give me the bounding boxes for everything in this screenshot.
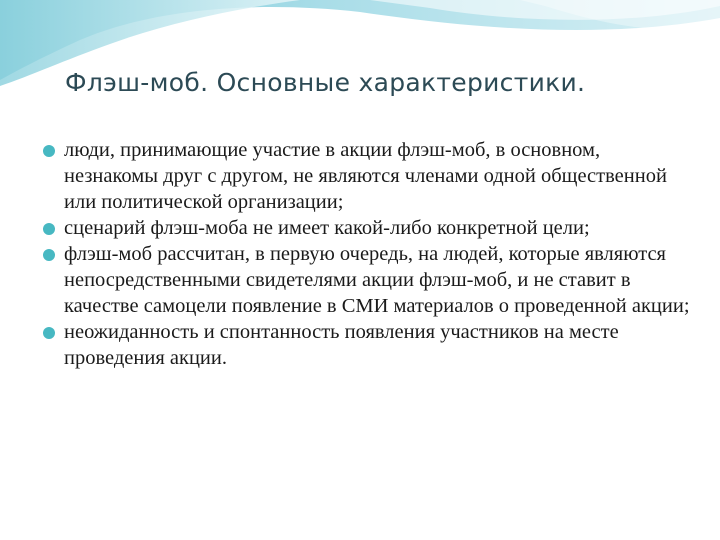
bullet-item	[42, 319, 692, 371]
bullet-dot-icon	[43, 249, 55, 261]
bullet-item	[42, 215, 692, 241]
bullet-text: сценарий флэш-моба не имеет какой-либо конкретной цели;	[64, 217, 590, 239]
bullet-text: флэш-моб рассчитан, в первую очередь, на людей, которые являются непосредственными свидетелями акции флэш-моб, и не ставит в качестве самоцели появление в СМИ материалов о проведенной акции;	[64, 243, 690, 317]
bullet-dot-icon	[43, 327, 55, 339]
bullet-list	[42, 137, 692, 371]
bullet-item	[42, 241, 692, 319]
bullet-dot-icon	[43, 145, 55, 157]
bullet-item	[42, 137, 692, 215]
bullet-dot-icon	[43, 223, 55, 235]
bullet-text: люди, принимающие участие в акции флэш-моб, в основном, незнакомы друг с другом, не являются членами одной общественной или политической организации;	[64, 139, 667, 213]
bullet-text: неожиданность и спонтанность появления участников на месте проведения акции.	[64, 321, 619, 369]
slide-title: Флэш-моб. Основные характеристики.	[65, 68, 586, 97]
